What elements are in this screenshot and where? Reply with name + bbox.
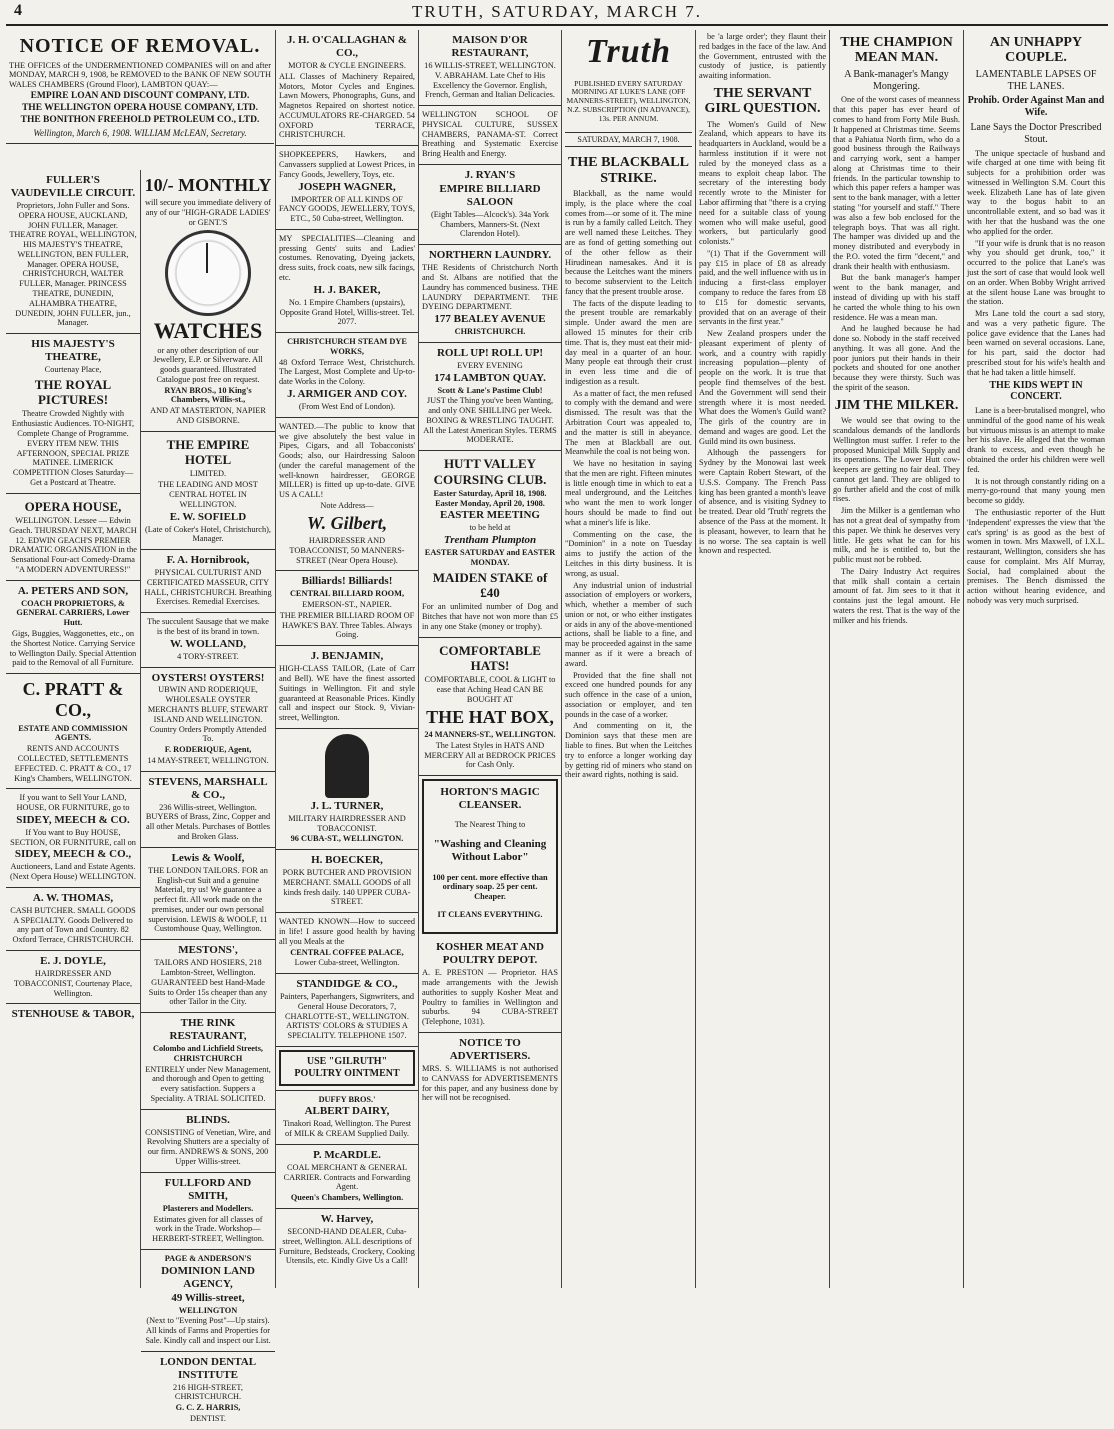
stevens-title: STEVENS, MARSHALL & CO., bbox=[148, 775, 268, 801]
baker-ad bbox=[276, 230, 418, 333]
pratt-ad bbox=[6, 674, 140, 789]
billiard-addr: EMERSON-ST., NAPIER. bbox=[302, 600, 392, 610]
maison-title: MAISON D'OR RESTAURANT, bbox=[451, 34, 529, 59]
publication-info: PUBLISHED EVERY SATURDAY MORNING AT LUKE'S LANE (OFF MANNERS-STREET), WELLINGTON, N.Z. SUBSCRIPTION (IN ADVANCE), 13s. PER ANNUM. bbox=[566, 78, 691, 123]
truth-masthead: Truth bbox=[585, 33, 671, 70]
roderique-name: F. RODERIQUE, Agent, bbox=[164, 745, 252, 755]
lambton-addr: 174 LAMBTON QUAY. bbox=[434, 371, 546, 384]
ryan-title: RYAN BROS., 10 King's Chambers, Willis-st., bbox=[164, 385, 252, 405]
easter-title: EASTER MEETING bbox=[440, 509, 540, 522]
fullers-title: FULLER'S VAUDEVILLE CIRCUIT. bbox=[10, 174, 136, 199]
easter-days: EASTER SATURDAY and EASTER MONDAY. bbox=[424, 548, 556, 567]
queens-chambers: Queen's Chambers, Wellington. bbox=[290, 1193, 404, 1203]
editorial-p2: The facts of the dispute leading to the present trouble are remarkably simple. Under award the men are allowed 15 minutes for their crib time. That is, they must eat their mid-day meal in a quarter of an hour. Many people eat through their crust in even less time and die of indigestion as a result. bbox=[565, 298, 692, 386]
ocallaghan-title: J. H. O'CALLAGHAN & CO., bbox=[286, 34, 408, 59]
notice-ad bbox=[419, 1033, 561, 1108]
wolland-sub: 4 TORY-STREET. bbox=[177, 651, 239, 661]
blinds-ad bbox=[141, 1110, 275, 1173]
page-header bbox=[0, 0, 1114, 22]
sell-text: If you want to Sell Your LAND, HOUSE, OR FURNITURE, go to bbox=[16, 793, 130, 813]
dental-addr: 216 HIGH-STREET, CHRISTCHURCH. bbox=[173, 1382, 243, 1402]
rink-ad bbox=[141, 1013, 275, 1110]
baker-sub: No. 1 Empire Chambers (upstairs), Opposite Grand Hotel, Willis-street. Tel. 2077. bbox=[279, 297, 415, 327]
gilruth-ad bbox=[276, 1047, 418, 1091]
hutt-text: Easter Saturday, April 18, 1908. Easter Monday, April 20, 1908. bbox=[433, 488, 547, 508]
maiden-text: For an unlimited number of Dog and Bitches that have not won more than £5 in any one Stake (money or trophy). bbox=[422, 602, 558, 631]
billiards-title: Billiards! Billiards! bbox=[301, 575, 393, 588]
mestons-ad bbox=[141, 940, 275, 1013]
ryan-sub: AND AT MASTERTON, NAPIER AND GISBORNE. bbox=[150, 406, 266, 425]
duffy-ad bbox=[276, 1091, 418, 1145]
majesty-title: HIS MAJESTY'S THEATRE, bbox=[31, 338, 115, 364]
hatbox-text: The Latest Styles in HATS AND MERCERY All at BEDROCK PRICES for Cash Only. bbox=[424, 740, 556, 770]
benjamin-text: HIGH-CLASS TAILOR, (Late of Carr and Bell). WE have the finest assorted Suitings in Wellington. Fit and style guaranteed at Reasonable Prices. Kindly call and inspect our Stock. 9, Vivian-street, Wellington. bbox=[279, 664, 415, 723]
gilbert-ad bbox=[276, 418, 418, 572]
oysters-ad bbox=[141, 668, 275, 772]
peters-sub: COACH PROPRIETORS, & GENERAL CARRIERS, Lower Hutt. bbox=[16, 598, 130, 628]
laundry-addr: 177 BEALEY AVENUE bbox=[434, 313, 546, 326]
dominion-ad bbox=[141, 1250, 275, 1352]
pictures-text: Theatre Crowded Nightly with Enthusiastic Audiences. TO-NIGHT, Complete Change of Programme. EVERY ITEM NEW. THIS AFTERNOON, SPECIAL PRIZE MATINEE. LIMERICK COMPETITION Closes Saturday—Get a Postcard at Theatre. bbox=[11, 409, 135, 487]
albert-dairy: ALBERT DAIRY, bbox=[304, 1105, 390, 1118]
watches-text: or any other description of our Jewellery, E.P. or Silverware. All goods guaranteed. Illustrated Catalogue post free on request. bbox=[153, 345, 263, 384]
pratt-sub: ESTATE AND COMMISSION AGENTS. bbox=[18, 723, 128, 743]
hornbrook-ad bbox=[141, 550, 275, 613]
majesty-ad bbox=[6, 334, 140, 494]
company-1: EMPIRE LOAN AND DISCOUNT COMPANY, LTD. bbox=[30, 90, 250, 101]
unhappy-couple-headline: AN UNHAPPY COUPLE. bbox=[989, 35, 1083, 66]
col8-p4: Lane is a beer-brutalised mongrel, who unmindful of the good name of his weak but virtuous missus is an attempt to make her his slave. He alleged that the woman drank to excess, and even though he obtained the order his children were well fed. bbox=[967, 406, 1105, 474]
blinds-text: CONSISTING of Venetian, Wire, and Revolving Shutters are a specialty of our firm. ANDREWS & SONS, 200 Upper Willis-street. bbox=[145, 1127, 271, 1167]
thomas-title: A. W. THOMAS, bbox=[32, 891, 114, 904]
fullford-title: FULLFORD AND SMITH, bbox=[164, 1176, 252, 1202]
editorial-p3: As a matter of fact, the men refused to comply with the demand and were dismissed. The result was that the Arbitration Court was appealed to, and the matter is still in abeyance. The men at Blackball are out. Meanwhile the coal is not being won. bbox=[565, 388, 692, 457]
hatbox-title: THE HAT BOX, bbox=[426, 706, 554, 727]
dye-text: 48 Oxford Terrace West, Christchurch. The Largest, Most Complete and Up-to-date Works in the Colony. bbox=[279, 357, 415, 387]
laundry-ad bbox=[419, 245, 561, 343]
wolland-ad bbox=[141, 613, 275, 667]
gilbert-name: W. Gilbert, bbox=[306, 512, 388, 533]
empire-title: THE EMPIRE HOTEL bbox=[166, 436, 250, 468]
monthly-text: will secure you immediate delivery of any of our "HIGH-GRADE LADIES' or GENT.'S bbox=[144, 198, 272, 227]
hornbrook-title: F. A. Hornibrook, bbox=[166, 554, 250, 567]
editorial-p5: Commenting on the case, the "Dominion" in a note on Tuesday aims to justify the action of the Leitches in this dirty business. It is wrong, as usual. bbox=[565, 529, 692, 578]
kids-wept-headline: THE KIDS WEPT IN CONCERT. bbox=[989, 379, 1083, 403]
notice-text: MRS. S. WILLIAMS is not authorised to CANVASS for ADVERTISEMENTS for this paper, and any business done by her will not be recognised. bbox=[422, 1063, 558, 1103]
dental-ad bbox=[141, 1352, 275, 1429]
standidge-ad bbox=[276, 974, 418, 1047]
dominion-title: DOMINION LAND AGENCY, bbox=[161, 1264, 255, 1290]
boecker-text: PORK BUTCHER AND PROVISION MERCHANT. SMALL GOODS of all kinds fresh daily. 140 UPPER CUBA-STREET. bbox=[282, 868, 412, 907]
blinds-title: BLINDS. bbox=[186, 1113, 230, 1126]
editorial-p8: And commenting on it, the Dominion says that these men are liable to fines. But when the Leitches try to enforce a longer working day by getting rid of miners who stand on their award rights, nothing is said. bbox=[565, 721, 692, 780]
scott-title: Scott & Lane's Pastime Club! bbox=[437, 385, 543, 395]
col7-p2: But the bank manager's hamper went to the bank manager, and instead of dividing up with his staff he carted the whole thing to his own residence. He was a mean man. bbox=[833, 273, 960, 322]
wolland-title: W. WOLLAND, bbox=[169, 637, 247, 650]
company-2: THE WELLINGTON OPERA HOUSE COMPANY, LTD. bbox=[21, 103, 259, 114]
removal-notice bbox=[6, 30, 274, 144]
harvey-ad bbox=[276, 1209, 418, 1271]
sidey-title-2: SIDEY, MEECH & CO., bbox=[14, 848, 132, 861]
header-rule bbox=[6, 24, 1108, 26]
sidey-text: If You want to Buy HOUSE, SECTION, OR FURNITURE, call on bbox=[10, 827, 136, 847]
mcardle-text: COAL MERCHANT & GENERAL CARRIER. Contracts and Forwarding Agent. bbox=[283, 1162, 411, 1192]
sofield-sub: (Late of Coker's Hotel, Christchurch), Manager. bbox=[145, 524, 271, 544]
billiard-room: CENTRAL BILLIARD ROOM, bbox=[289, 589, 405, 599]
newspaper-title: TRUTH, SATURDAY, MARCH 7. bbox=[412, 2, 702, 21]
col8-p2: "If your wife is drunk that is no reason why you should get drunk, too," it occurred to the police that Lane's was just the sort of case that would look well on an order. When Bobby Wright arrived at the silent house Lane was brought to the station. bbox=[967, 238, 1105, 307]
watches-title: WATCHES bbox=[153, 317, 263, 343]
mcardle-name: P. McARDLE. bbox=[313, 1148, 381, 1161]
comfort-title: COMFORTABLE HATS! bbox=[439, 642, 541, 674]
harvey-text: SECOND-HAND DEALER, Cuba-street, Wellington. ALL descriptions of Furniture, Bedsteads, Crockery, Cooking Utensils, etc. Kindly Give Us a Call! bbox=[279, 1227, 415, 1266]
laundry-city: CHRISTCHURCH. bbox=[454, 327, 526, 337]
laundry-title: NORTHERN LAUNDRY. bbox=[428, 249, 552, 262]
peters-ad bbox=[6, 581, 140, 674]
horton-ad bbox=[422, 779, 558, 934]
sidey-title: SIDEY, MEECH & CO. bbox=[16, 813, 130, 826]
billiard-text: THE PREMIER BILLIARD ROOM OF HAWKE'S BAY. Three Tables. Always Going. bbox=[279, 610, 415, 640]
stenhouse-title: STENHOUSE & TABOR, bbox=[11, 1008, 135, 1021]
couple-subhead-2: Prohib. Order Against Man and Wife. bbox=[967, 95, 1105, 119]
kosher-text: A. E. PRESTON — Proprietor. HAS made arrangements with the Jewish authorities to supply Kosher Meat and Poultry to families in Wellington and suburbs. 94 CUBA-STREET (Telephone, 1031). bbox=[422, 968, 558, 1027]
col7-p6: The Dairy Industry Act requires that milk shall contain a certain amount of fat. Jim sees to it that it contains just the legal amount. He waters the rest. That is the way of the milker and his friends. bbox=[833, 566, 960, 625]
standidge-name: STANDIDGE & CO., bbox=[296, 978, 398, 991]
harris-sub: DENTIST. bbox=[189, 1413, 227, 1423]
removal-signature: Wellington, March 6, 1908. WILLIAM McLEAN, Secretary. bbox=[33, 127, 247, 138]
woolf-text: THE LONDON TAILORS. FOR an English-cut Suit and a genuine Material, try us! We guarantee a perfect fit. All work made on the premises, under our own personal supervision. LEWIS & WOOLF, 11 Customhouse Quay, Wellington. bbox=[148, 865, 268, 934]
opera-title: OPERA HOUSE, bbox=[24, 498, 122, 514]
opera-text: WELLINGTON. Lessee — Edwin Geach. THURSDAY NEXT, MARCH 12. EDWIN GEACH'S PREMIER DRAMATIC ORGANISATION in the Sensational Four-act Comedy-Drama "A MODERN ADVENTURESS!" bbox=[9, 516, 137, 574]
page-anderson: PAGE & ANDERSON'S bbox=[164, 1253, 252, 1263]
doyle-ad bbox=[6, 951, 140, 1004]
ryans-sub: EMPIRE BILLIARD SALOON bbox=[439, 182, 541, 208]
col6-p2: The Women's Guild of New Zealand, which appears to have its headquarters in Auckland, would be a harmless institution if it were not ruled by the moneyed class as a means to exploit cheap labor. The secretary of the interesting body recently wrote to the Minister for Labor affirming that "there is a crying need for a suitable class of young women who will make useful, good workers, but particularly good colonists." bbox=[699, 119, 826, 247]
wanted-text: WANTED.—The public to know that we give absolutely the best value in Pipes, Cigars, and all Tobacconists' Goods; also, our Hairdressing Saloon (under the careful management of the well-known hairdresser, GEORGE MILLER) is fitted up up-to-date. GIVE US A CALL! bbox=[279, 421, 415, 500]
editorial-p1: Blackball, as the name would imply, is the place where the coal comes from—or some of it. The mine is run by a family called Leitch. They are well named these Leitches. They are as fond of getting something out of the other fellow as their Hirudinean namesakes. And it is because the Leitches want the miners to become subservient to the Leitch fancy that the present trouble arose. bbox=[565, 189, 692, 296]
column-2 bbox=[140, 170, 275, 1423]
col7-p4: We would see that owing to the scandalous demands of the landlords Wellington must suffer. I refer to the proposed Municipal Milk Supply and its operations. The Lower Hutt cow-keepers are getting no fair deal. They cannot get land. They are obliged to go further afield and the cost of milk rises. bbox=[833, 416, 960, 504]
duffy-name: DUFFY BROS.' bbox=[318, 1094, 376, 1104]
baker-name: H. J. BAKER, bbox=[313, 283, 381, 296]
empire-sub: LIMITED. bbox=[189, 469, 227, 479]
armiger-sub: (From West End of London). bbox=[298, 401, 396, 411]
sidey-ad bbox=[6, 789, 140, 888]
hatbox-addr: 24 MANNERS-ST., WELLINGTON. bbox=[424, 729, 556, 739]
maison-text: 16 WILLIS-STREET, WELLINGTON. V. ABRAHAM. Late Chef to His Excellency the Governor. English, French, German and Italian Delicacies. bbox=[424, 60, 556, 100]
roll-sub: EVERY EVENING bbox=[457, 360, 523, 370]
school-ad bbox=[419, 106, 561, 165]
easter-sub: to be held at bbox=[469, 523, 511, 533]
rink-sub: Colombo and Lichfield Streets, CHRISTCHURCH bbox=[152, 1044, 263, 1063]
hatbox-ad bbox=[419, 638, 561, 776]
col8-p1: The unique spectacle of husband and wife charged at one time with being fit subjects for a prohibition order was witnessed in Wellington S.M. Court this week. Elizabeth Lane has of late given way to the bogus habit to an uncontrollable extent, and so bad was it with her that the husband was the one who applied for the order. bbox=[967, 148, 1105, 236]
gilbert-sub: HAIRDRESSER AND TOBACCONIST, 50 MANNERS-STREET (Near Opera House). bbox=[289, 535, 405, 565]
ocallaghan-text: ALL Classes of Machinery Repaired, Motors, Motor Cycles and Engines. Lawn Mowers, Phonographs, Guns, and Magnetos Repaired on shortest notice. ACCUMULATORS RE-CHARGED. 54 OXFORD TERRACE, CHRISTCHURCH. bbox=[279, 71, 415, 140]
maiden-stake: MAIDEN STAKE of £40 bbox=[432, 569, 548, 601]
rink-text: ENTIRELY under New Management, and thorough and Open to getting every satisfaction. Suppers a Speciality. A TRIAL SOLICITED. bbox=[145, 1064, 271, 1103]
wagner-text: IMPORTER OF ALL KINDS OF FANCY GOODS, JEWELLERY, TOYS, ETC., 50 Cuba-street, Wellington. bbox=[279, 194, 415, 224]
col8-p3: Mrs Lane told the court a sad story, and was a very pathetic figure. The police gave evidence that the Lanes had been warned on several occasions. Lane, for his part, said the doctor had prescribed stout for his wife's health and that he had taken a little himself. bbox=[967, 309, 1105, 377]
column-8 bbox=[963, 30, 1108, 1288]
billiard-ad bbox=[276, 571, 418, 646]
col8-p6: The enthusiastic reporter of the Hutt 'Independent' expresses the view that 'the cat's spring' is as good as the best of women in town. Mrs Maxwell, of I.X.L. restaurant, Wellington, considers she has cause for complaint. Mrs Alf Murray, Social, had complained about the premises. The Bench dismissed the action without hearing evidence, and nobody was very much surprised. bbox=[967, 507, 1105, 605]
turner-sub: MILITARY HAIRDRESSER AND TOBACCONIST. bbox=[288, 813, 406, 833]
col7-p3: And he laughed because he had done so. Nobody in the staff received anything. It was all gone. And the poor juniors put their hands in their pockets and shouted for one another because they were thirsty. Such was the spirit of the season. bbox=[833, 324, 960, 393]
dye-ad bbox=[276, 333, 418, 418]
horton-foot: IT CLEANS EVERYTHING. bbox=[437, 910, 543, 920]
stenhouse-ad bbox=[6, 1004, 140, 1026]
school-text: WELLINGTON SCHOOL OF PHYSICAL CULTURE, SUSSEX CHAMBERS, PANAMA-ST. Correct Breathing and Systematic Exercise Bring Health and Energy. bbox=[422, 110, 558, 159]
stevens-text: 236 Willis-street, Wellington. BUYERS of Brass, Zinc, Copper and all other Metals. Purchases of Bottles and Broken Glass. bbox=[145, 802, 271, 841]
benjamin-name: J. BENJAMIN, bbox=[310, 650, 384, 663]
doyle-title: E. J. DOYLE, bbox=[40, 955, 106, 968]
editorial-p6: Any industrial union of industrial association of employers or workers, which, whether a member of such union or not, or who either instigates or aids in any of the above-mentioned actions, shall be liable to a fine, and may be proceeded against in the same manner as if it were a breach of award. bbox=[565, 580, 692, 668]
fullford-ad bbox=[141, 1173, 275, 1250]
boecker-name: H. BOECKER, bbox=[311, 854, 383, 867]
editorial-p7: Provided that the fine shall not exceed one hundred pounds for any such offence in the case of a union, association or employer, and ten pounds in the case of a worker. bbox=[565, 670, 692, 719]
soldier-figure-icon bbox=[325, 734, 369, 798]
thomas-ad bbox=[6, 888, 140, 951]
palace-sub: Lower Cuba-street, Wellington. bbox=[294, 958, 400, 968]
armiger-name: J. ARMIGER AND COY. bbox=[287, 387, 407, 400]
col6-p3: "(1) That if the Government will pay £15 in place of £8 as already paid, and the well influence with us in inducing a first-class employer company to reduce the fares from £8 to £15 for domestic servants, provided that on an average of their servants in the first year." bbox=[699, 248, 826, 327]
ocallaghan-sub: MOTOR & CYCLE ENGINEERS. bbox=[288, 60, 406, 70]
standidge-text: Painters, Paperhangers, Signwriters, and General House Decorators, 7, CHARLOTTE-ST., WELLINGTON. ARTISTS' COLORS & STUDIES A SPECIALITY. TELEPHONE 1507. bbox=[279, 992, 415, 1041]
col8-p5: It is not through constantly riding on a merry-go-round that many young men become so giddy. bbox=[967, 476, 1105, 506]
col6-p4: New Zealand prospers under the pleasant experiment of plenty of work, and a country with rapidly increasing population—plenty of people on the work. It is true that people find themselves of the best. And the Government will send their strength where it is most needed. What does the Women's Guild want? The girls of the country are in demand and wages are good. Let the Guild mind its own business. bbox=[699, 329, 826, 446]
col7-p1: One of the worst cases of meanness that this paper has ever heard of comes to hand from Forty Mile Bush. It happened at Christmas time. Seems that a Pahiatua North firm, who do a good business through the Railways and carrying work, sent a hamper along at Christmas time to their friends. In the particular township to which this paper refers a hamper was sent to the bank manager, with a letter stating "for yourself and staff." There was also a few bob enclosed for the telegraph boys. That was all right. The hamper was divided up and the money distributed and everybody in the P.O. voted the firm "decent," and drank their health with enthusiasm. bbox=[833, 95, 960, 271]
oysters-text: UBWIN AND RODERIQUE, WHOLESALE OYSTER MERCHANTS BLUFF, STEWART ISLAND AND WELLINGTON. Country Orders Promptly Attended To. bbox=[147, 685, 269, 744]
comfort-text: COMFORTABLE, COOL & LIGHT to ease that Aching Head CAN BE BOUGHT AT bbox=[424, 675, 556, 704]
wagner-ad bbox=[276, 146, 418, 230]
column-3 bbox=[275, 30, 418, 1288]
turner-addr: 96 CUBA-ST., WELLINGTON. bbox=[290, 834, 404, 844]
dominion-text: (Next to "Evening Post"—Up stairs). All kinds of Farms and Properties for Sale. Kindly call and inspect our List. bbox=[145, 1316, 271, 1345]
stevens-ad bbox=[141, 772, 275, 848]
ryans-ad bbox=[419, 165, 561, 245]
col6-p5: Although the passengers for Sydney by the Monowai last week were Captain Robert Stewart, of the U.S.S. Company. The French Pass king has been granted a month's leave of absence, and is visiting Sydney to be treated. Dear old 'Truth' regrets the absence of the Pass at the moment. It is pleasant, however, to learn that he is no worse. The sea captain is well known and respected. bbox=[699, 448, 826, 556]
mean-man-subhead: A Bank-manager's Mangy Mongering. bbox=[844, 68, 949, 92]
pocket-watch-icon bbox=[165, 230, 251, 316]
empire-text: THE LEADING AND MOST CENTRAL HOTEL IN WELLINGTON. bbox=[158, 480, 258, 509]
fullford-sub: Plasterers and Modellers. bbox=[162, 1203, 254, 1213]
woolf-title: Lewis & Woolf, bbox=[171, 851, 245, 864]
column-5 bbox=[561, 30, 695, 1288]
column-4 bbox=[418, 30, 561, 1288]
gilbert-pre: Note Address— bbox=[320, 500, 374, 510]
roderique-sub: 14 MAY-STREET, WELLINGTON. bbox=[147, 755, 269, 765]
roll-up: ROLL UP! ROLL UP! bbox=[436, 346, 544, 359]
couple-subhead-3: Lane Says the Doctor Prescribed Stout. bbox=[970, 121, 1102, 145]
horton-sub: The Nearest Thing to bbox=[454, 820, 526, 830]
kosher-title: KOSHER MEAT AND POULTRY DEPOT. bbox=[436, 941, 544, 967]
peters-text: Gigs, Buggies, Waggonettes, etc., on the Shortest Notice. Carrying Service to Wellington Daily. Special Attention paid to the Removal of all Furniture. bbox=[9, 629, 137, 668]
fullers-ad bbox=[6, 170, 140, 334]
kosher-ad bbox=[419, 937, 561, 1033]
mestons-title: MESTONS', bbox=[178, 944, 238, 957]
shopkeepers-text: SHOPKEEPERS, Hawkers, and Canvassers supplied at Lowest Prices, in Fancy Goods, Jewellery, Toys, etc. bbox=[279, 150, 415, 179]
mestons-text: TAILORS AND HOSIERS, 218 Lambton-Street, Wellington. GUARANTEED best Hand-Made Suits to Order 15s cheaper than any other Tailor in the City. bbox=[148, 958, 268, 1007]
peters-title: A. PETERS AND SON, bbox=[17, 584, 129, 597]
pastime-ad bbox=[419, 343, 561, 451]
wagner-name: JOSEPH WAGNER, bbox=[298, 180, 396, 193]
trentham: Trentham Plumpton bbox=[443, 534, 537, 547]
notice-title: NOTICE TO ADVERTISERS. bbox=[449, 1037, 531, 1062]
maison-ad bbox=[419, 30, 561, 106]
majesty-sub: Courtenay Place, bbox=[44, 365, 102, 375]
removal-text: THE OFFICES of the UNDERMENTIONED COMPANIES will on and after MONDAY, MARCH 9, 1908, be REMOVED to the BANK OF NEW SOUTH WALES CHAMBERS (Ground Floor), LAMBTON QUAY:— bbox=[9, 60, 271, 90]
dye-title: CHRISTCHURCH STEAM DYE WORKS, bbox=[287, 337, 407, 356]
pratt-text: RENTS AND ACCOUNTS COLLECTED, SETTLEMENTS EFFECTED. C. PRATT & CO., 17 King's Chambers, WELLINGTON. bbox=[14, 744, 132, 783]
hutt-title: HUTT VALLEY COURSING CLUB. bbox=[433, 456, 547, 487]
dental-title: LONDON DENTAL INSTITUTE bbox=[159, 1355, 257, 1381]
horton-nums: 100 per cent. more effective than ordinary soap. 25 per cent. Cheaper. bbox=[432, 872, 548, 902]
benjamin-ad bbox=[276, 646, 418, 729]
page-number: 4 bbox=[14, 2, 22, 19]
milker-headline: JIM THE MILKER. bbox=[834, 397, 959, 413]
palace-ad bbox=[276, 913, 418, 974]
scott-text: JUST the Thing you've been Wanting, and only ONE SHILLING per Week. BOXING & WRESTLING TAUGHT. All the Latest American Styles. TERMS MODERATE. bbox=[423, 396, 557, 445]
boecker-ad bbox=[276, 850, 418, 913]
servant-headline: THE SERVANT GIRL QUESTION. bbox=[704, 85, 821, 117]
company-3: THE BONITHON FREEHOLD PETROLEUM CO., LTD. bbox=[20, 115, 260, 126]
col6-p1: be 'a large order'; they flaunt their red badges in the face of the law. And the Government, entrusted with the custody of justice, is patiently awaiting information. bbox=[699, 32, 826, 81]
ryans-title: J. RYAN'S bbox=[464, 168, 516, 181]
fullers-text: Proprietors, John Fuller and Sons. OPERA HOUSE, AUCKLAND, JOHN FULLER, Manager. THEATRE ROYAL, WELLINGTON, HIS MAJESTY'S THEATRE, WELLINGTON, BEN FULLER, Manager. OPERA HOUSE, CHRISTCHURCH, WALTER FULLER, Manager. PRINCESS THEATRE, DUNEDIN, ALHAMBRA THEATRE, DUNEDIN, JOHN FULLER, jun., Manager. bbox=[9, 200, 137, 328]
thomas-text: CASH BUTCHER. SMALL GOODS A SPECIALTY. Goods Delivered to any part of Town and Country. 82 Oxford Terrace, CHRISTCHURCH. bbox=[10, 905, 136, 945]
column-7 bbox=[829, 30, 963, 1288]
albert-text: Tinakori Road, Wellington. The Purest of MILK & CREAM Supplied Daily. bbox=[282, 1119, 412, 1139]
palace-name: CENTRAL COFFEE PALACE, bbox=[290, 947, 404, 957]
mcardle-ad bbox=[276, 1145, 418, 1209]
dominion-city: WELLINGTON bbox=[178, 1305, 238, 1315]
coursing-ad bbox=[419, 451, 561, 638]
palace-text: WANTED KNOWN—How to succeed in life! I assure good health by having all you Meals at the bbox=[279, 917, 415, 946]
turner-name: J. L. TURNER, bbox=[310, 799, 384, 812]
horton-title: HORTON'S MAGIC CLEANSER. bbox=[440, 786, 540, 812]
woolf-ad bbox=[141, 848, 275, 940]
baker-text: MY SPECIALITIES—Cleaning and pressing Gents' suits and Ladies' costumes. Renovating, Dyeing jackets, dress suits, frock coats, new silk facings, etc. bbox=[279, 233, 415, 282]
sofield-name: E. W. SOFIELD bbox=[169, 510, 247, 523]
laundry-text: THE Residents of Christchurch North and St. Albans are notified that the Laundry has commenced business. THE LAUNDRY DEPARTMENT. THE DYEING DEPARTMENT. bbox=[422, 263, 558, 312]
column-1-lower bbox=[6, 170, 140, 1288]
column-6 bbox=[695, 30, 829, 1288]
oysters-title: OYSTERS! OYSTERS! bbox=[151, 671, 265, 684]
sausage-text: The succulent Sausage that we make is the best of its brand in town. bbox=[147, 617, 269, 636]
hornbrook-text: PHYSICAL CULTURIST AND CERTIFICATED MASSEUR, CITY HALL, CHRISTCHURCH. Breathing Exercises. Remedial Exercises. bbox=[144, 568, 272, 607]
fullford-text: Estimates given for all classes of work in the Trade. Workshop— HERBERT-STREET, Wellington. bbox=[152, 1214, 264, 1244]
ryans-text: (Eight Tables—Alcock's). 34a York Chambers, Manners-St. (Next Clarendon Hotel). bbox=[430, 209, 550, 239]
couple-subhead-1: LAMENTABLE LAPSES OF THE LANES. bbox=[975, 68, 1097, 92]
harvey-name: W. Harvey, bbox=[320, 1213, 374, 1226]
pictures-title: THE ROYAL PICTURES! bbox=[34, 376, 112, 408]
monthly-title: 10/- MONTHLY bbox=[144, 175, 272, 195]
watches-ad bbox=[141, 170, 275, 432]
turner-ad bbox=[276, 729, 418, 850]
mean-man-headline: THE CHAMPION MEAN MAN. bbox=[840, 35, 953, 66]
removal-title: NOTICE OF REMOVAL. bbox=[19, 35, 261, 57]
pratt-title: C. PRATT & CO., bbox=[22, 679, 124, 721]
editorial-p4: We have no hesitation in saying that the men are right. Fifteen minutes is little enough time in which to eat a meal underground, and the Leitches who want the men to work longer hours should be made to find out what a miner's life is like. bbox=[565, 459, 692, 527]
opera-ad bbox=[6, 494, 140, 581]
gilruth-label: USE "GILRUTH" POULTRY OINTMENT bbox=[279, 1050, 415, 1086]
rink-title: THE RINK RESTAURANT, bbox=[169, 1017, 247, 1043]
editorial-headline: THE BLACKBALL STRIKE. bbox=[568, 155, 689, 186]
doyle-text: HAIRDRESSER AND TOBACCONIST, Courtenay Place, Wellington. bbox=[13, 969, 133, 998]
empire-hotel-ad bbox=[141, 432, 275, 550]
dominion-addr: 49 Willis-street, bbox=[171, 1291, 245, 1304]
issue-date: SATURDAY, MARCH 7, 1908. bbox=[565, 132, 692, 147]
col7-p5: Jim the Milker is a gentleman who has not a great deal of sympathy from this paper. We think he deserves very little. He gets what he can for his milk, and he is entitled to, but the public must not be robbed. bbox=[833, 506, 960, 565]
ocallaghan-ad bbox=[276, 30, 418, 146]
sidey-sub: Auctioneers, Land and Estate Agents. (Next Opera House) WELLINGTON. bbox=[10, 862, 136, 882]
horton-slogan: "Washing and Cleaning Without Labor" bbox=[433, 838, 547, 864]
harris-name: G. C. Z. HARRIS, bbox=[175, 1403, 241, 1413]
